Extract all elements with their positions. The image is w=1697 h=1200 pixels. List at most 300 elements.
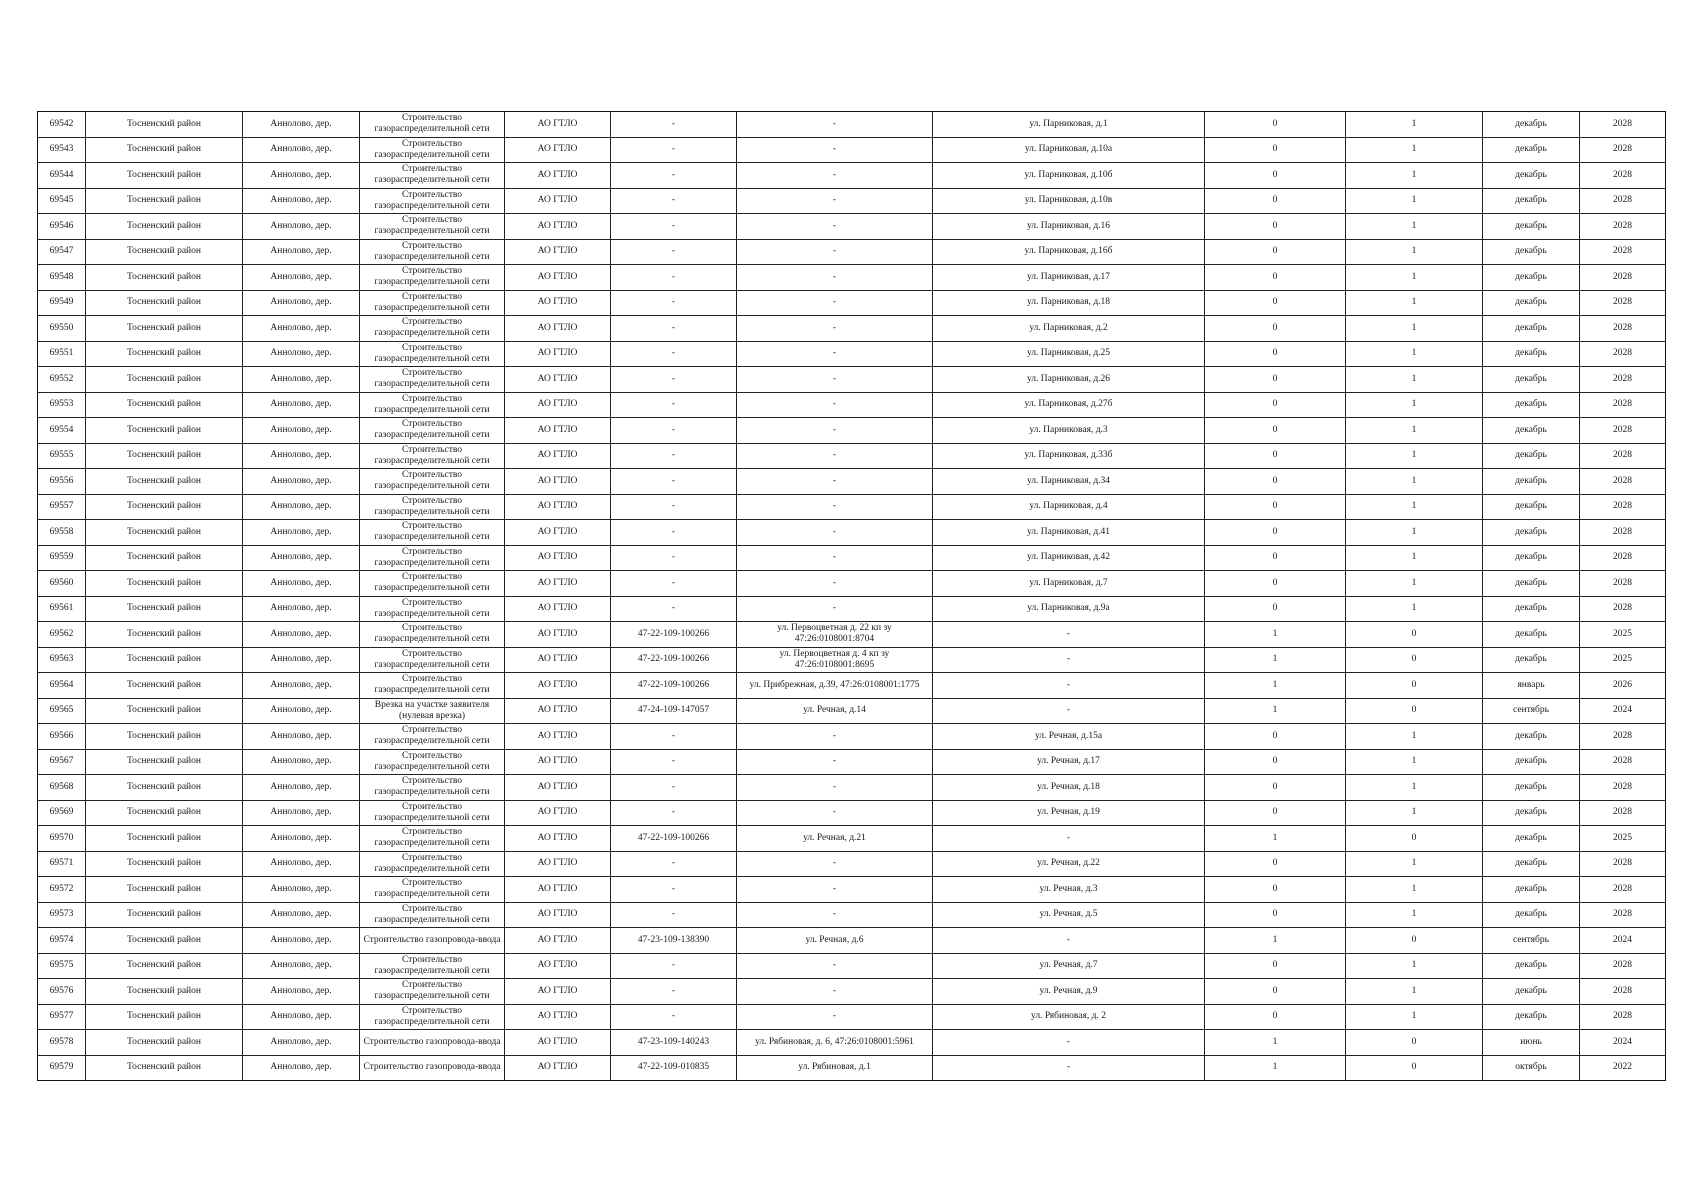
cell-address-cadastral: - <box>737 239 933 265</box>
cell-count-b: 1 <box>1346 571 1483 597</box>
cell-organization: АО ГТЛО <box>505 520 611 546</box>
cell-month: июнь <box>1483 1030 1580 1056</box>
cell-id: 69561 <box>38 596 86 622</box>
cell-organization: АО ГТЛО <box>505 188 611 214</box>
cell-organization: АО ГТЛО <box>505 494 611 520</box>
cell-work-type: Строительство газопровода-ввода <box>360 1030 505 1056</box>
cell-work-type: Строительство газораспределительной сети <box>360 851 505 877</box>
cell-count-b: 1 <box>1346 877 1483 903</box>
cell-address-cadastral: - <box>737 214 933 240</box>
cell-organization: АО ГТЛО <box>505 418 611 444</box>
cell-contract-number: - <box>611 341 737 367</box>
cell-work-type: Врезка на участке заявителя (нулевая врезка) <box>360 698 505 724</box>
cell-address: ул. Парниковая, д.34 <box>933 469 1205 495</box>
cell-count-b: 1 <box>1346 418 1483 444</box>
cell-count-a: 1 <box>1205 1055 1346 1081</box>
cell-organization: АО ГТЛО <box>505 1004 611 1030</box>
cell-year: 2024 <box>1580 928 1666 954</box>
cell-organization: АО ГТЛО <box>505 443 611 469</box>
table-row <box>38 112 1666 138</box>
cell-work-type: Строительство газораспределительной сети <box>360 290 505 316</box>
cell-organization: АО ГТЛО <box>505 673 611 699</box>
cell-year: 2028 <box>1580 851 1666 877</box>
cell-address-cadastral: ул. Речная, д.14 <box>737 698 933 724</box>
cell-count-b: 0 <box>1346 1030 1483 1056</box>
cell-district: Тосненский район <box>86 469 243 495</box>
cell-address-cadastral: - <box>737 137 933 163</box>
cell-count-a: 0 <box>1205 902 1346 928</box>
cell-count-a: 0 <box>1205 239 1346 265</box>
table-row <box>38 1055 1666 1081</box>
cell-month: декабрь <box>1483 316 1580 342</box>
cell-month: декабрь <box>1483 775 1580 801</box>
cell-district: Тосненский район <box>86 749 243 775</box>
cell-count-b: 1 <box>1346 443 1483 469</box>
cell-address: - <box>933 928 1205 954</box>
cell-count-a: 0 <box>1205 392 1346 418</box>
table-row <box>38 341 1666 367</box>
cell-district: Тосненский район <box>86 392 243 418</box>
cell-count-a: 0 <box>1205 265 1346 291</box>
cell-count-b: 1 <box>1346 520 1483 546</box>
cell-month: декабрь <box>1483 1004 1580 1030</box>
cell-month: декабрь <box>1483 800 1580 826</box>
cell-year: 2028 <box>1580 902 1666 928</box>
cell-settlement: Аннолово, дер. <box>243 545 360 571</box>
cell-year: 2028 <box>1580 316 1666 342</box>
table-row <box>38 622 1666 648</box>
cell-settlement: Аннолово, дер. <box>243 749 360 775</box>
cell-count-a: 0 <box>1205 443 1346 469</box>
cell-organization: АО ГТЛО <box>505 112 611 138</box>
cell-address: ул. Парниковая, д.33б <box>933 443 1205 469</box>
cell-address: ул. Речная, д.22 <box>933 851 1205 877</box>
cell-contract-number: - <box>611 749 737 775</box>
cell-settlement: Аннолово, дер. <box>243 979 360 1005</box>
cell-organization: АО ГТЛО <box>505 775 611 801</box>
cell-id: 69562 <box>38 622 86 648</box>
cell-id: 69552 <box>38 367 86 393</box>
cell-year: 2028 <box>1580 392 1666 418</box>
cell-year: 2028 <box>1580 877 1666 903</box>
cell-id: 69546 <box>38 214 86 240</box>
cell-address: ул. Парниковая, д.27б <box>933 392 1205 418</box>
cell-month: декабрь <box>1483 851 1580 877</box>
cell-work-type: Строительство газораспределительной сети <box>360 316 505 342</box>
table-row <box>38 545 1666 571</box>
cell-address-cadastral: - <box>737 800 933 826</box>
cell-address-cadastral: - <box>737 188 933 214</box>
cell-organization: АО ГТЛО <box>505 469 611 495</box>
cell-month: декабрь <box>1483 214 1580 240</box>
cell-count-b: 1 <box>1346 112 1483 138</box>
cell-count-a: 0 <box>1205 571 1346 597</box>
cell-district: Тосненский район <box>86 341 243 367</box>
cell-year: 2028 <box>1580 979 1666 1005</box>
cell-id: 69568 <box>38 775 86 801</box>
cell-count-a: 1 <box>1205 673 1346 699</box>
cell-id: 69550 <box>38 316 86 342</box>
cell-settlement: Аннолово, дер. <box>243 239 360 265</box>
table-row <box>38 392 1666 418</box>
cell-address: ул. Речная, д.18 <box>933 775 1205 801</box>
cell-address-cadastral: - <box>737 112 933 138</box>
cell-contract-number: - <box>611 137 737 163</box>
cell-year: 2025 <box>1580 622 1666 648</box>
cell-address-cadastral: - <box>737 851 933 877</box>
cell-district: Тосненский район <box>86 545 243 571</box>
cell-month: декабрь <box>1483 265 1580 291</box>
cell-id: 69542 <box>38 112 86 138</box>
cell-month: декабрь <box>1483 188 1580 214</box>
cell-count-a: 1 <box>1205 928 1346 954</box>
cell-address: ул. Парниковая, д.1 <box>933 112 1205 138</box>
table-row <box>38 673 1666 699</box>
cell-organization: АО ГТЛО <box>505 800 611 826</box>
cell-year: 2028 <box>1580 571 1666 597</box>
cell-id: 69567 <box>38 749 86 775</box>
cell-settlement: Аннолово, дер. <box>243 367 360 393</box>
cell-count-b: 0 <box>1346 698 1483 724</box>
table-row <box>38 443 1666 469</box>
cell-id: 69566 <box>38 724 86 750</box>
cell-year: 2028 <box>1580 290 1666 316</box>
cell-organization: АО ГТЛО <box>505 851 611 877</box>
cell-work-type: Строительство газораспределительной сети <box>360 520 505 546</box>
cell-address-cadastral: - <box>737 979 933 1005</box>
cell-work-type: Строительство газораспределительной сети <box>360 545 505 571</box>
cell-address: ул. Парниковая, д.16б <box>933 239 1205 265</box>
cell-settlement: Аннолово, дер. <box>243 851 360 877</box>
cell-contract-number: - <box>611 979 737 1005</box>
cell-count-b: 1 <box>1346 775 1483 801</box>
cell-organization: АО ГТЛО <box>505 341 611 367</box>
cell-work-type: Строительство газораспределительной сети <box>360 953 505 979</box>
cell-work-type: Строительство газораспределительной сети <box>360 112 505 138</box>
cell-contract-number: - <box>611 520 737 546</box>
table-row <box>38 418 1666 444</box>
cell-id: 69563 <box>38 647 86 673</box>
cell-organization: АО ГТЛО <box>505 367 611 393</box>
cell-contract-number: - <box>611 316 737 342</box>
cell-month: декабрь <box>1483 341 1580 367</box>
cell-work-type: Строительство газораспределительной сети <box>360 367 505 393</box>
cell-month: октябрь <box>1483 1055 1580 1081</box>
cell-count-a: 1 <box>1205 647 1346 673</box>
cell-id: 69570 <box>38 826 86 852</box>
cell-address: ул. Парниковая, д.26 <box>933 367 1205 393</box>
cell-district: Тосненский район <box>86 163 243 189</box>
cell-address: ул. Речная, д.17 <box>933 749 1205 775</box>
cell-month: декабрь <box>1483 443 1580 469</box>
cell-count-b: 1 <box>1346 316 1483 342</box>
cell-organization: АО ГТЛО <box>505 902 611 928</box>
cell-settlement: Аннолово, дер. <box>243 494 360 520</box>
cell-address-cadastral: ул. Первоцветная д. 4 кп зу 47:26:0108001:8695 <box>737 647 933 673</box>
cell-work-type: Строительство газораспределительной сети <box>360 724 505 750</box>
cell-month: декабрь <box>1483 520 1580 546</box>
cell-count-b: 1 <box>1346 902 1483 928</box>
cell-work-type: Строительство газораспределительной сети <box>360 494 505 520</box>
table-row <box>38 1004 1666 1030</box>
table-row <box>38 137 1666 163</box>
cell-work-type: Строительство газопровода-ввода <box>360 1055 505 1081</box>
cell-contract-number: 47-22-109-100266 <box>611 826 737 852</box>
cell-settlement: Аннолово, дер. <box>243 341 360 367</box>
cell-month: декабрь <box>1483 953 1580 979</box>
cell-contract-number: - <box>611 775 737 801</box>
cell-work-type: Строительство газораспределительной сети <box>360 596 505 622</box>
cell-district: Тосненский район <box>86 953 243 979</box>
cell-address: ул. Речная, д.7 <box>933 953 1205 979</box>
cell-settlement: Аннолово, дер. <box>243 392 360 418</box>
cell-count-a: 0 <box>1205 953 1346 979</box>
cell-address-cadastral: - <box>737 367 933 393</box>
cell-organization: АО ГТЛО <box>505 290 611 316</box>
cell-address-cadastral: - <box>737 1004 933 1030</box>
cell-work-type: Строительство газораспределительной сети <box>360 239 505 265</box>
cell-address: ул. Парниковая, д.4 <box>933 494 1205 520</box>
cell-address: ул. Парниковая, д.7 <box>933 571 1205 597</box>
cell-count-b: 1 <box>1346 979 1483 1005</box>
cell-count-a: 0 <box>1205 469 1346 495</box>
cell-settlement: Аннолово, дер. <box>243 163 360 189</box>
cell-settlement: Аннолово, дер. <box>243 1055 360 1081</box>
cell-count-a: 1 <box>1205 826 1346 852</box>
cell-contract-number: - <box>611 163 737 189</box>
cell-contract-number: - <box>611 290 737 316</box>
cell-work-type: Строительство газораспределительной сети <box>360 647 505 673</box>
cell-address-cadastral: - <box>737 953 933 979</box>
cell-month: декабрь <box>1483 826 1580 852</box>
cell-district: Тосненский район <box>86 724 243 750</box>
cell-count-b: 1 <box>1346 392 1483 418</box>
table-row <box>38 928 1666 954</box>
cell-work-type: Строительство газораспределительной сети <box>360 571 505 597</box>
cell-count-b: 1 <box>1346 469 1483 495</box>
cell-district: Тосненский район <box>86 800 243 826</box>
cell-count-b: 1 <box>1346 749 1483 775</box>
cell-id: 69554 <box>38 418 86 444</box>
cell-id: 69549 <box>38 290 86 316</box>
cell-count-b: 1 <box>1346 953 1483 979</box>
cell-address: - <box>933 1030 1205 1056</box>
cell-address: ул. Рябиновая, д. 2 <box>933 1004 1205 1030</box>
cell-count-b: 1 <box>1346 188 1483 214</box>
cell-settlement: Аннолово, дер. <box>243 214 360 240</box>
cell-work-type: Строительство газопровода-ввода <box>360 928 505 954</box>
cell-id: 69569 <box>38 800 86 826</box>
cell-district: Тосненский район <box>86 775 243 801</box>
cell-contract-number: - <box>611 265 737 291</box>
cell-work-type: Строительство газораспределительной сети <box>360 902 505 928</box>
cell-address-cadastral: - <box>737 596 933 622</box>
table-row <box>38 520 1666 546</box>
cell-work-type: Строительство газораспределительной сети <box>360 469 505 495</box>
cell-address: - <box>933 622 1205 648</box>
cell-address: - <box>933 698 1205 724</box>
cell-district: Тосненский район <box>86 137 243 163</box>
cell-year: 2028 <box>1580 341 1666 367</box>
cell-month: декабрь <box>1483 290 1580 316</box>
cell-contract-number: - <box>611 239 737 265</box>
cell-contract-number: - <box>611 902 737 928</box>
cell-month: декабрь <box>1483 724 1580 750</box>
cell-contract-number: - <box>611 443 737 469</box>
cell-address: - <box>933 826 1205 852</box>
cell-settlement: Аннолово, дер. <box>243 877 360 903</box>
cell-count-b: 1 <box>1346 341 1483 367</box>
cell-contract-number: - <box>611 392 737 418</box>
cell-address: - <box>933 647 1205 673</box>
table-row <box>38 775 1666 801</box>
table-row <box>38 1030 1666 1056</box>
cell-count-a: 1 <box>1205 622 1346 648</box>
cell-contract-number: - <box>611 724 737 750</box>
cell-address-cadastral: - <box>737 163 933 189</box>
cell-organization: АО ГТЛО <box>505 571 611 597</box>
cell-settlement: Аннолово, дер. <box>243 953 360 979</box>
cell-year: 2028 <box>1580 163 1666 189</box>
cell-count-a: 0 <box>1205 214 1346 240</box>
cell-settlement: Аннолово, дер. <box>243 622 360 648</box>
cell-work-type: Строительство газораспределительной сети <box>360 163 505 189</box>
cell-settlement: Аннолово, дер. <box>243 112 360 138</box>
table-row <box>38 188 1666 214</box>
table-row <box>38 571 1666 597</box>
cell-month: декабрь <box>1483 392 1580 418</box>
cell-organization: АО ГТЛО <box>505 1030 611 1056</box>
cell-count-a: 0 <box>1205 188 1346 214</box>
cell-settlement: Аннолово, дер. <box>243 188 360 214</box>
cell-month: декабрь <box>1483 494 1580 520</box>
cell-count-b: 1 <box>1346 265 1483 291</box>
table-row <box>38 979 1666 1005</box>
cell-count-b: 0 <box>1346 826 1483 852</box>
cell-id: 69571 <box>38 851 86 877</box>
cell-contract-number: - <box>611 112 737 138</box>
cell-count-a: 0 <box>1205 596 1346 622</box>
cell-organization: АО ГТЛО <box>505 826 611 852</box>
cell-count-a: 0 <box>1205 1004 1346 1030</box>
cell-year: 2028 <box>1580 112 1666 138</box>
cell-address-cadastral: ул. Рябиновая, д. 6, 47:26:0108001:5961 <box>737 1030 933 1056</box>
cell-count-b: 1 <box>1346 163 1483 189</box>
table-row <box>38 265 1666 291</box>
cell-id: 69548 <box>38 265 86 291</box>
cell-organization: АО ГТЛО <box>505 724 611 750</box>
table-row <box>38 214 1666 240</box>
cell-id: 69575 <box>38 953 86 979</box>
cell-id: 69560 <box>38 571 86 597</box>
cell-contract-number: 47-23-109-138390 <box>611 928 737 954</box>
cell-id: 69578 <box>38 1030 86 1056</box>
cell-month: декабрь <box>1483 979 1580 1005</box>
cell-contract-number: - <box>611 214 737 240</box>
cell-id: 69551 <box>38 341 86 367</box>
cell-address: ул. Парниковая, д.42 <box>933 545 1205 571</box>
cell-count-b: 1 <box>1346 367 1483 393</box>
cell-settlement: Аннолово, дер. <box>243 902 360 928</box>
cell-address-cadastral: - <box>737 469 933 495</box>
cell-contract-number: - <box>611 800 737 826</box>
cell-contract-number: - <box>611 418 737 444</box>
cell-contract-number: 47-22-109-100266 <box>611 622 737 648</box>
cell-address-cadastral: - <box>737 316 933 342</box>
cell-settlement: Аннолово, дер. <box>243 673 360 699</box>
cell-organization: АО ГТЛО <box>505 979 611 1005</box>
cell-year: 2024 <box>1580 1030 1666 1056</box>
cell-count-a: 0 <box>1205 290 1346 316</box>
cell-district: Тосненский район <box>86 826 243 852</box>
table-row <box>38 877 1666 903</box>
cell-address-cadastral: - <box>737 571 933 597</box>
cell-id: 69544 <box>38 163 86 189</box>
cell-id: 69559 <box>38 545 86 571</box>
cell-month: декабрь <box>1483 902 1580 928</box>
table-row <box>38 290 1666 316</box>
cell-district: Тосненский район <box>86 596 243 622</box>
table-row <box>38 163 1666 189</box>
table-row <box>38 239 1666 265</box>
cell-organization: АО ГТЛО <box>505 1055 611 1081</box>
cell-month: декабрь <box>1483 137 1580 163</box>
cell-work-type: Строительство газораспределительной сети <box>360 418 505 444</box>
cell-month: декабрь <box>1483 647 1580 673</box>
cell-contract-number: - <box>611 1004 737 1030</box>
cell-district: Тосненский район <box>86 316 243 342</box>
cell-year: 2028 <box>1580 214 1666 240</box>
table-row <box>38 698 1666 724</box>
cell-count-a: 0 <box>1205 775 1346 801</box>
cell-address-cadastral: - <box>737 775 933 801</box>
cell-year: 2028 <box>1580 749 1666 775</box>
cell-settlement: Аннолово, дер. <box>243 1030 360 1056</box>
cell-month: декабрь <box>1483 622 1580 648</box>
cell-count-a: 1 <box>1205 1030 1346 1056</box>
cell-id: 69573 <box>38 902 86 928</box>
cell-work-type: Строительство газораспределительной сети <box>360 1004 505 1030</box>
cell-contract-number: - <box>611 877 737 903</box>
cell-district: Тосненский район <box>86 418 243 444</box>
cell-address-cadastral: ул. Первоцветная д. 22 кп зу 47:26:0108001:8704 <box>737 622 933 648</box>
cell-id: 69547 <box>38 239 86 265</box>
cell-settlement: Аннолово, дер. <box>243 137 360 163</box>
cell-month: декабрь <box>1483 163 1580 189</box>
cell-count-b: 0 <box>1346 1055 1483 1081</box>
cell-count-a: 0 <box>1205 800 1346 826</box>
cell-contract-number: - <box>611 571 737 597</box>
cell-month: январь <box>1483 673 1580 699</box>
data-table <box>37 111 1666 1081</box>
cell-count-b: 1 <box>1346 545 1483 571</box>
cell-year: 2028 <box>1580 239 1666 265</box>
cell-work-type: Строительство газораспределительной сети <box>360 877 505 903</box>
cell-address-cadastral: - <box>737 494 933 520</box>
cell-year: 2028 <box>1580 469 1666 495</box>
cell-count-a: 0 <box>1205 494 1346 520</box>
cell-settlement: Аннолово, дер. <box>243 928 360 954</box>
cell-organization: АО ГТЛО <box>505 622 611 648</box>
cell-address-cadastral: ул. Речная, д.6 <box>737 928 933 954</box>
cell-district: Тосненский район <box>86 112 243 138</box>
cell-organization: АО ГТЛО <box>505 877 611 903</box>
cell-district: Тосненский район <box>86 494 243 520</box>
cell-contract-number: 47-22-109-010835 <box>611 1055 737 1081</box>
cell-address: ул. Парниковая, д.10б <box>933 163 1205 189</box>
cell-settlement: Аннолово, дер. <box>243 418 360 444</box>
cell-id: 69555 <box>38 443 86 469</box>
